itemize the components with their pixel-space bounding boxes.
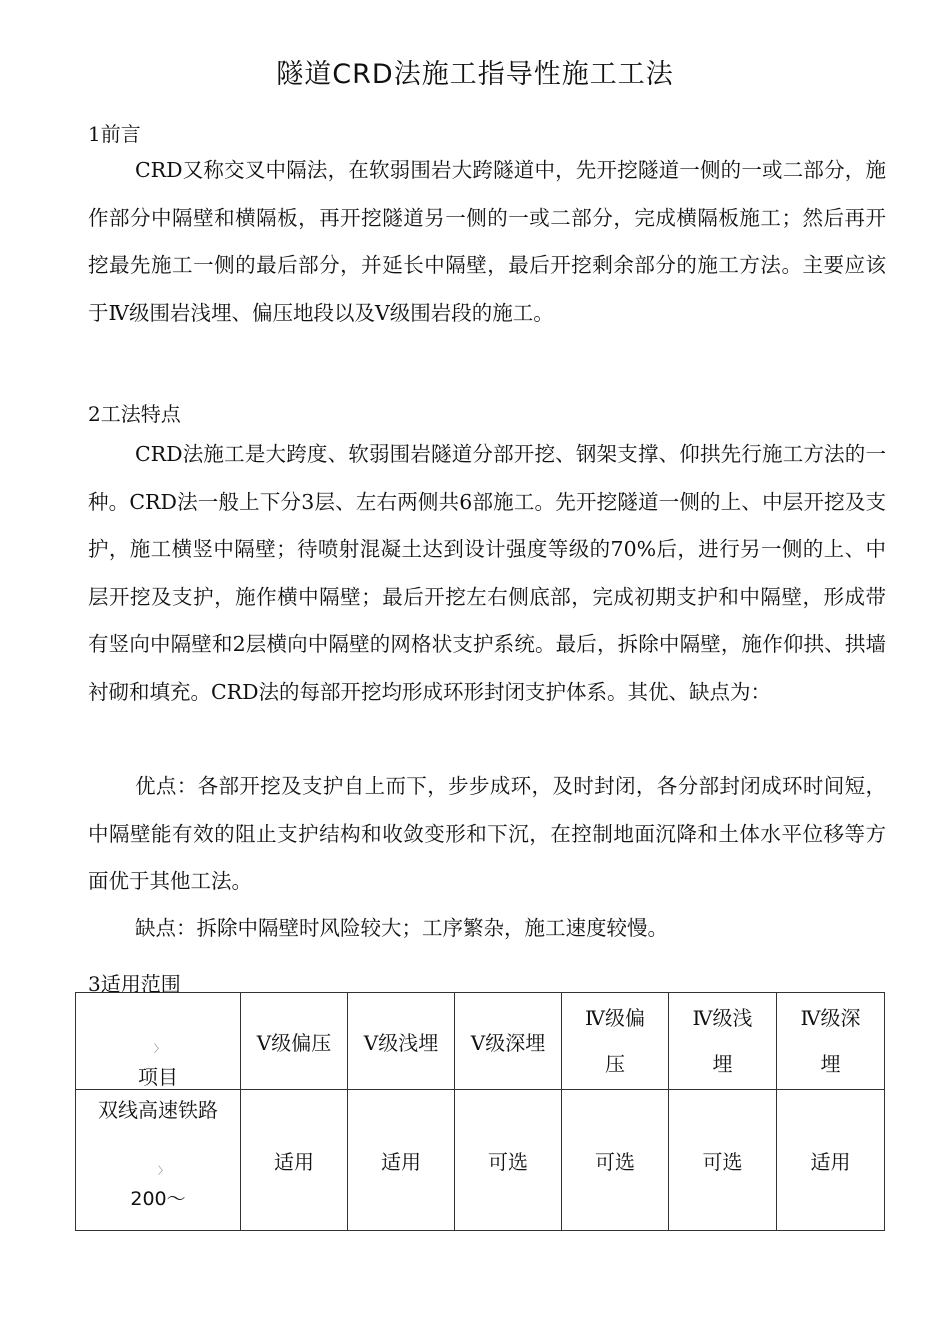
table-cell: 可选 — [455, 1090, 562, 1231]
table-header-cell: Ⅴ级深埋 — [455, 993, 562, 1090]
row-mark: 〉 — [158, 1166, 168, 1177]
table-header-row — [76, 993, 885, 1090]
row-name: 双线高速铁路 — [98, 1098, 218, 1122]
table-header-cell: Ⅳ级浅埋 — [669, 993, 777, 1090]
table-corner-cell — [76, 993, 241, 1090]
row-distance: 200〜 — [130, 1188, 186, 1210]
table-cell: 适用 — [348, 1090, 455, 1231]
table-cell: 适用 — [241, 1090, 348, 1231]
scope-table — [75, 992, 885, 1231]
table-cell: 适用 — [777, 1090, 885, 1231]
table-header-cell: Ⅴ级偏压 — [241, 993, 348, 1090]
paragraph-advantages: 优点：各部开挖及支护自上而下，步步成环，及时封闭，各分部封闭成环时间短，中隔壁能有效的阻止支护结构和收敛变形和下沉，在控制地面沉降和土体水平位移等方面优于其他工法。 — [88, 774, 886, 893]
table-header-cell: Ⅳ级深埋 — [777, 993, 885, 1090]
corner-mark: 〉 — [154, 1044, 164, 1055]
paragraph-features: CRD法施工是大跨度、软弱围岩隧道分部开挖、钢架支撑、仰拱先行施工方法的一种。CRD法一般上下分3层、左右两侧共6部施工。先开挖隧道一侧的上、中层开挖及支护，施工横竖中隔壁；待喷射混凝土达到设计强度等级的70%后，进行另一侧的上、中层开挖及支护，施作横中隔壁；最后开挖左右侧底部，完成初期支护和中隔壁，形成带有竖向中隔壁和2层横向中隔壁的网格状支护系统。最后，拆除中隔壁，施作仰拱、拱墙衬砌和填充。CRD法的每部开挖均形成环形封闭支护体系。其优、缺点为： — [88, 442, 886, 704]
section-heading-scope: 3适用范围 — [88, 972, 181, 996]
table-cell: 可选 — [562, 1090, 669, 1231]
section-heading-features: 2工法特点 — [88, 402, 181, 426]
document-title: 隧道CRD法施工指导性施工工法 — [276, 59, 674, 90]
row-label-cell — [76, 1090, 241, 1231]
table-row — [76, 1090, 885, 1231]
corner-label: 项目 — [138, 1065, 178, 1089]
table-header-cell: Ⅴ级浅埋 — [348, 993, 455, 1090]
table-header-cell: Ⅳ级偏压 — [562, 993, 669, 1090]
paragraph-foreword: CRD又称交叉中隔法，在软弱围岩大跨隧道中，先开挖隧道一侧的一或二部分，施作部分中隔壁和横隔板，再开挖隧道另一侧的一或二部分，完成横隔板施工；然后再开挖最先施工一侧的最后部分，并延长中隔壁，最后开挖剩余部分的施工方法。主要应该于Ⅳ级围岩浅埋、偏压地段以及Ⅴ级围岩段的施工。 — [88, 158, 886, 325]
paragraph-disadvantages: 缺点：拆除中隔壁时风险较大；工序繁杂，施工速度较慢。 — [135, 916, 668, 940]
section-heading-foreword: 1前言 — [88, 122, 141, 146]
table-cell: 可选 — [669, 1090, 777, 1231]
